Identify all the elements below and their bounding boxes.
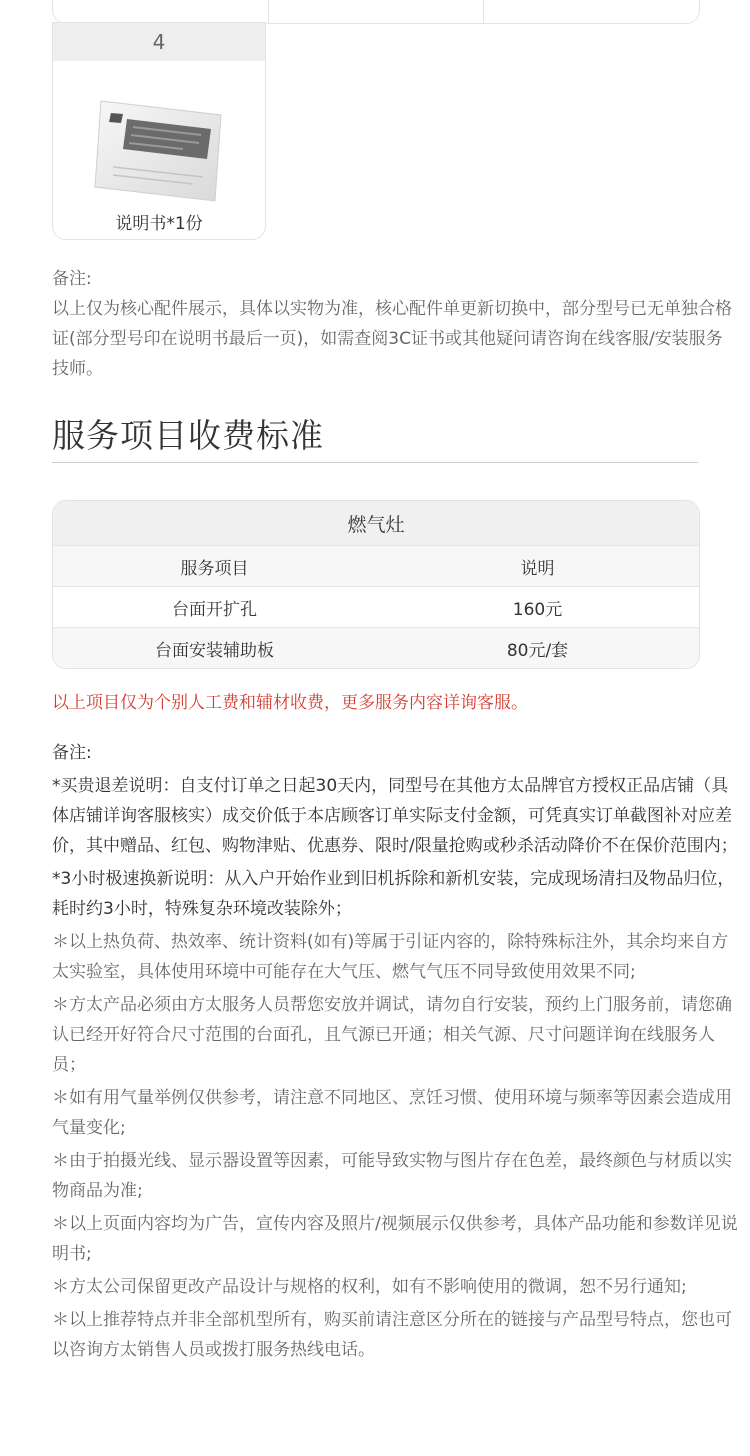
section-divider: [52, 462, 698, 463]
fast-replacement-note: *3小时极速换新说明：从入户开始作业到旧机拆除和新机安装，完成现场清扫及物品归位，耗时约3小时，特殊复杂环境改装除外；: [52, 869, 735, 919]
service-item-cell: 台面开扩孔: [172, 599, 257, 620]
fee-notice: 以上项目仅为个别人工费和辅材收费，更多服务内容详询客服。: [52, 693, 528, 713]
note-body: 以上仅为核心配件展示，具体以实物为准，核心配件单更新切换中，部分型号已无单独合格证(部分型号印在说明书最后一页)，如需查阅3C证书或其他疑问请咨询在线客服/安装服务技师。: [52, 299, 732, 379]
disclaimer-item: ＊方太公司保留更改产品设计与规格的权利，如有不影响使用的微调，恕不另行通知;: [52, 1277, 687, 1297]
note-title: 备注:: [52, 269, 92, 289]
fee-table: [52, 500, 700, 669]
disclaimer-item: ＊如有用气量举例仅供参考，请注意不同地区、烹饪习惯、使用环境与频率等因素会造成用气量变化;: [52, 1088, 732, 1138]
disclaimer-item: ＊以上页面内容均为广告，宣传内容及照片/视频展示仅供参考，具体产品功能和参数详见说明书;: [52, 1214, 738, 1264]
accessory-card: [52, 22, 266, 240]
disclaimer-item: ＊方太产品必须由方太服务人员帮您安放并调试，请勿自行安装，预约上门服务前，请您确认已经开好符合尺寸范围的台面孔，且气源已开通；相关气源、尺寸问题详询在线服务人员；: [52, 995, 732, 1075]
accessory-cell: [484, 0, 699, 23]
note-title: 备注:: [52, 743, 92, 763]
accessory-cell: [53, 0, 269, 23]
fee-table-header-row: [53, 545, 699, 586]
table-row: [53, 627, 699, 668]
accessory-cell: [269, 0, 485, 23]
disclaimer-item: ＊以上热负荷、热效率、统计资料(如有)等属于引证内容的，除特殊标注外，其余均来自方太实验室，具体使用环境中可能存在大气压、燃气气压不同导致使用效果不同;: [52, 932, 729, 982]
table-row: [53, 586, 699, 627]
section-title: 服务项目收费标准: [52, 416, 324, 455]
disclaimer-notes: [52, 738, 742, 1368]
price-protection-note: *买贵退差说明：自支付订单之日起30天内，同型号在其他方太品牌官方授权正品店铺（具体店铺详询客服核实）成交价低于本店顾客订单实际支付金额，可凭真实订单截图补对应差价，其中赠品、红包、购物津贴、优惠券、限时/限量抢购或秒杀活动降价不在保价范围内；: [52, 776, 738, 856]
disclaimer-item: ＊由于拍摄光线、显示器设置等因素，可能导致实物与图片存在色差，最终颜色与材质以实物商品为准;: [52, 1151, 732, 1201]
price-cell: 160元: [512, 599, 563, 620]
fee-table-heading: 燃气灶: [53, 501, 699, 545]
column-header: 服务项目: [180, 558, 249, 579]
manual-booklet-image: [93, 97, 233, 207]
accessory-row-top: [52, 0, 700, 24]
disclaimer-item: ＊以上推荐特点并非全部机型所有，购买前请注意区分所在的链接与产品型号特点，您也可以咨询方太销售人员或拨打服务热线电话。: [52, 1310, 732, 1360]
column-header: 说明: [520, 558, 555, 579]
price-cell: 80元/套: [506, 640, 569, 661]
accessory-label: 说明书*1份: [115, 214, 203, 234]
accessory-number: 4: [53, 23, 265, 61]
fee-table-body: [53, 545, 699, 668]
service-item-cell: 台面安装辅助板: [155, 640, 274, 661]
